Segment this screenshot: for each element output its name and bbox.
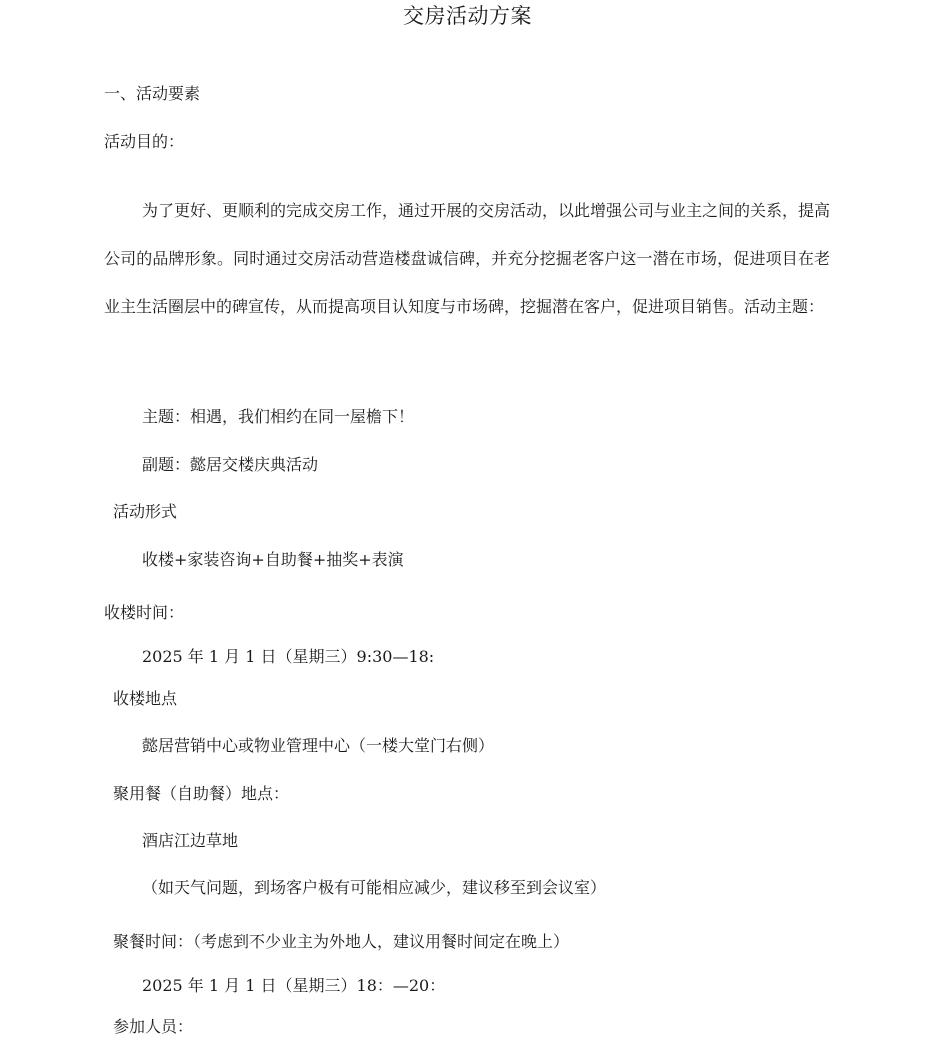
dinner-place-note: （如天气问题，到场客户极有可能相应减少，建议移至到会议室） bbox=[142, 878, 607, 897]
subtheme-line: 副题：懿居交楼庆典活动 bbox=[142, 455, 319, 474]
purpose-label: 活动目的： bbox=[104, 132, 185, 151]
format-label: 活动形式 bbox=[113, 502, 178, 521]
theme-line: 主题：相遇，我们相约在同一屋檐下！ bbox=[142, 407, 415, 426]
handover-place-label: 收楼地点 bbox=[113, 689, 178, 708]
dinner-time-value: 2025 年 1 月 1 日（星期三）18：—20： bbox=[142, 976, 446, 995]
purpose-paragraph bbox=[104, 187, 830, 331]
handover-place-value: 懿居营销中心或物业管理中心（一楼大堂门右侧） bbox=[142, 736, 495, 755]
dinner-place-value: 酒店江边草地 bbox=[142, 831, 239, 850]
handover-time-value: 2025 年 1 月 1 日（星期三）9:30—18: bbox=[142, 647, 435, 666]
format-value: 收楼+家装咨询+自助餐+抽奖+表演 bbox=[142, 550, 404, 569]
dinner-time-label: 聚餐时间：（考虑到不少业主为外地人，建议用餐时间定在晚上） bbox=[113, 932, 570, 951]
document-title: 交房活动方案 bbox=[403, 4, 532, 28]
section-heading: 一、活动要素 bbox=[104, 84, 201, 103]
handover-time-label: 收楼时间： bbox=[104, 603, 185, 622]
purpose-paragraph-text: 为了更好、更顺利的完成交房工作，通过开展的交房活动，以此增强公司与业主之间的关系，提高公司的品牌形象。同时通过交房活动营造楼盘诚信碑，并充分挖掘老客户这一潜在市场，促进项目在老业主生活圈层中的碑宣传，从而提高项目认知度与市场碑，挖掘潜在客户，促进项目销售。活动主题： bbox=[104, 201, 831, 316]
dinner-place-label: 聚用餐（自助餐）地点： bbox=[113, 784, 290, 803]
participants-label: 参加人员： bbox=[113, 1017, 194, 1036]
